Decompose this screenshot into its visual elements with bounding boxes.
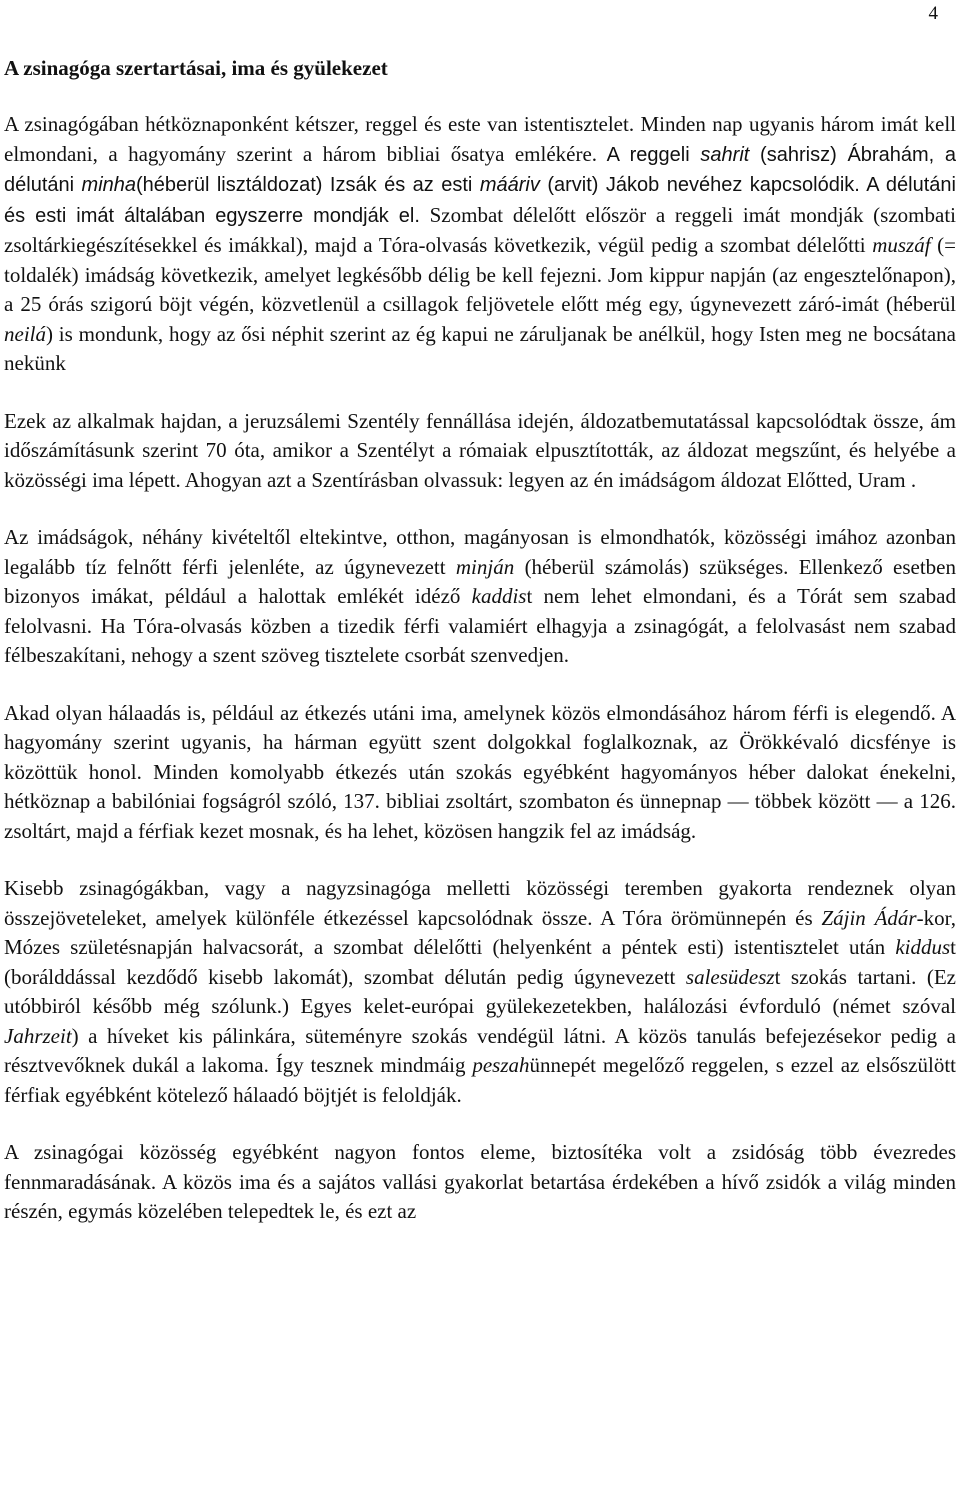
paragraph-1-text-e: (arvit) Jákob nevéhez kapcsolódik. A délutáni és esti imát általában egyszerre mondják el. <box>4 174 956 227</box>
term-kaddis: kaddis <box>471 584 527 608</box>
paragraph-5-text-c: t (borálddással kezdődő kisebb lakomát), szombat délután pedig úgynevezett <box>4 935 956 989</box>
paragraph-3 <box>4 523 956 671</box>
page-number: 4 <box>928 3 938 24</box>
term-minjan: minján <box>455 554 515 579</box>
paragraph-1-text-f: Szombat délelőtt először a reggeli imát mondják (szombati zsoltárkiegészítésekkel és imákkal), majd a Tóra-olvasás következik, végül pedig a szombat délelőtti <box>4 202 956 257</box>
paragraph-5-text-b: -kor, Mózes születésnapján halvacsorát, a szombat délelőtti (helyenként a péntek esti) istentisztelet után <box>4 905 956 959</box>
paragraph-6: A zsinagógai közösség egyébként nagyon fontos eleme, biztosítéka volt a zsidóság több évezredes fennmaradásának. A közös ima és a sajátos vallási gyakorlat betartása érdekében a hívő zsidók a világ minden részén, egymás közelében telepedtek le, és ezt az <box>4 1140 956 1223</box>
document-body <box>4 110 956 1255</box>
paragraph-3-text-c: t nem lehet elmondani, és a Tórát sem szabad felolvasni. Ha Tóra-olvasás közben a tizedik férfi valamiért elhagyja a zsinagógát, a felolvasást nem szabad félbeszakítani, nehogy a szent szöveg tisztelete csorbát szenvedjen. <box>4 584 956 667</box>
term-minha: minha <box>81 174 137 196</box>
term-neila: neilá <box>4 321 46 346</box>
paragraph-1-text-g: (= toldalék) imádság következik, amelyet legkésőbb délig be kell fejezni. Jom kippur napján (az engesztelőnapon), a 25 órás szigorú böjt végén, közvetlenül a csillagok feljövetele előtt még egy, úgynevezett záró-imát (héberül <box>4 233 956 316</box>
paragraph-4: Akad olyan hálaadás is, például az étkezés utáni ima, amelynek közös elmondásához három férfi is elegendő. A hagyomány szerint ugyanis, ha hárman együtt szent dolgokkal foglalkoznak, az Örökkévaló dicsfénye is közöttük honol. Minden komolyabb étkezés után szokás egyébként hagyományos héber dalokat énekelni, hétköznap a babilóniai fogságról szóló, 137. bibliai zsoltárt, szombaton és ünnepnap — többek között — a 126. zsoltárt, majd a férfiak kezet mosnak, és ha lehet, közösen hangzik fel az imádság. <box>4 700 956 843</box>
term-maariv: mááriv <box>479 174 540 196</box>
term-salesudesz: salesüdesz <box>685 964 775 989</box>
paragraph-1 <box>4 110 956 379</box>
paragraph-1-text-d: (héberül lisztáldozat) Izsák és az esti <box>136 174 480 196</box>
paragraph-1-text-a: A zsinagógában hétköznaponként kétszer, reggel és este van istentisztelet. Minden nap ugyanis három imát kell elmondani, a hagyomány szerint a három bibliai ősatya emlékére. <box>4 112 956 166</box>
term-muszaf: muszáf <box>872 233 931 257</box>
paragraph-3-text-b: (héberül számolás) szükséges. Ellenkező esetben bizonyos imákat, például a halottak emlékét idéző <box>4 554 956 608</box>
paragraph-3-text-a: Az imádságok, néhány kivételtől eltekintve, otthon, magányosan is elmondhatók, közösségi imához azonban legalább tíz felnőtt férfi jelenléte, az úgynevezett <box>4 525 956 579</box>
term-jahrzeit: Jahrzeit <box>4 1023 72 1048</box>
paragraph-5-text-e: ) a híveket kis pálinkára, süteményre szokás vendégül látni. A közös tanulás befejezésekor pedig a résztvevőknek dukál a lakoma. Így tesznek mindmáig <box>4 1023 956 1077</box>
term-kiddus: kiddus <box>895 935 951 959</box>
term-peszah: peszah <box>472 1053 530 1077</box>
paragraph-2: Ezek az alkalmak hajdan, a jeruzsálemi Szentély fennállása idején, áldozatbemutatással kapcsolódtak össze, ám időszámításunk szerint 70 óta, amikor a Szentélyt a rómaiak elpusztították, az áldozat megszűnt, és helyébe a közösségi ima lépett. Ahogyan azt a Szentírásban olvassuk: legyen az én imádságom áldozat Előtted, Uram . <box>4 408 956 492</box>
section-heading: A zsinagóga szertartásai, ima és gyülekezet <box>4 56 388 80</box>
paragraph-1-text-b: A reggeli <box>597 143 701 166</box>
paragraph-5 <box>4 874 956 1110</box>
term-sahrit: sahrit <box>700 143 750 166</box>
paragraph-1-text-c: (sahrisz) Ábrahám, a délutáni <box>4 143 957 196</box>
paragraph-5-text-f: ünnepét megelőző reggelen, s ezzel az elsőszülött férfiak egyébként kötelező hálaadó böjtjét is feloldják. <box>4 1053 956 1107</box>
paragraph-5-text-d: t szokás tartani. (Ez utóbbiról később még szólunk.) Egyes kelet-európai gyülekezetekben, halálozási évforduló (német szóval <box>4 964 956 1018</box>
paragraph-5-text-a: Kisebb zsinagógákban, vagy a nagyzsinagóga melletti közösségi teremben gyakorta rendeznek olyan összejöveteleket, amelyek különféle étkezéssel kapcsolódnak össze. A Tóra örömünnepén és <box>4 876 956 930</box>
paragraph-1-text-h: ) is mondunk, hogy az ősi néphit szerint az ég kapui ne záruljanak be anélkül, hogy Isten meg ne bocsátana nekünk <box>4 321 956 375</box>
term-zajin-adar: Zájin Ádár <box>821 905 917 930</box>
